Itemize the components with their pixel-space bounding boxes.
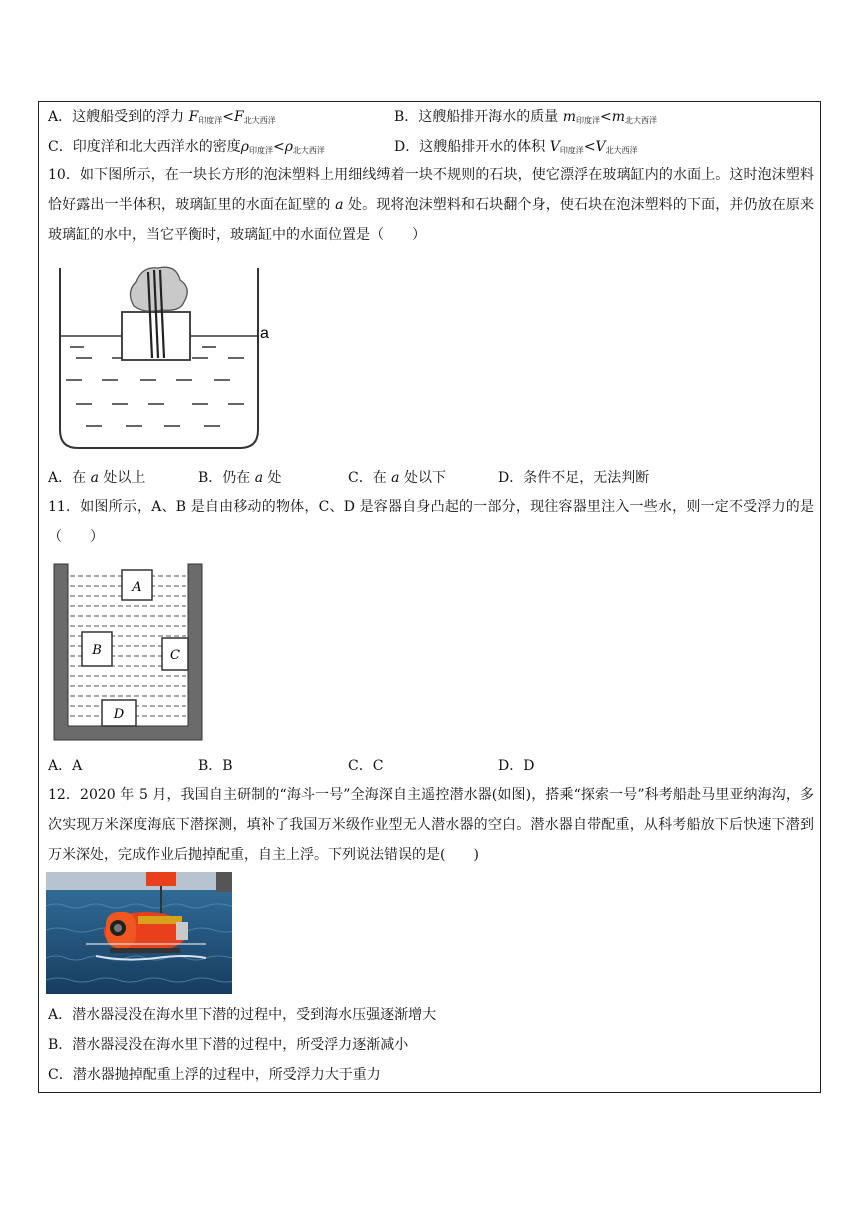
subscript: 北大西洋 — [243, 116, 276, 125]
q10-figure-tank — [52, 262, 282, 458]
less-than: < — [600, 109, 612, 125]
q9-option-d-text: D．这艘船排开水的体积 — [394, 139, 550, 155]
q11-option-d[interactable]: D．D — [498, 758, 535, 774]
var: m — [562, 109, 577, 125]
q10-stem-part2: 处。现将泡沫塑料和石块翻个身，使石块在泡沫塑料的下面，并仍放在原来玻璃缸的水中，当它平衡时，玻璃缸中的水面位置是（ ） — [48, 197, 815, 243]
q10-option-a-post: 处以上 — [98, 470, 146, 486]
var: ρ — [240, 139, 249, 155]
q11-option-a[interactable]: A．A — [48, 758, 83, 774]
var: a — [254, 470, 264, 486]
q9-option-a[interactable] — [48, 107, 276, 131]
subscript: 印度洋 — [248, 146, 273, 155]
var: V — [549, 139, 560, 155]
q12-option-a[interactable]: A．潜水器浸没在海水里下潜的过程中，受到海水压强逐渐增大 — [48, 1007, 437, 1023]
q11-option-b[interactable]: B．B — [198, 758, 233, 774]
q12-submersible-photo — [46, 872, 232, 994]
q10-stem-part1: 10．如下图所示，在一块长方形的泡沫塑料上用细线缚着一块不规则的石块，使它漂浮在玻璃缸内的水面上。这时泡沫塑料恰好露出一半体积，玻璃缸里的水面在缸壁的 — [48, 167, 814, 213]
var: F — [188, 109, 199, 125]
var: V — [595, 139, 606, 155]
q12-option-b[interactable]: B．潜水器浸没在海水里下潜的过程中，所受浮力逐渐减小 — [48, 1037, 409, 1053]
q10-stem — [48, 160, 814, 250]
subscript: 北大西洋 — [292, 146, 325, 155]
q10-option-c-post: 处以下 — [399, 470, 446, 486]
q11-figure-container — [50, 560, 206, 744]
q10-option-a[interactable] — [48, 468, 145, 488]
q10-option-c-pre: C．在 — [348, 470, 392, 486]
subscript: 印度洋 — [576, 116, 601, 125]
less-than: < — [222, 109, 235, 125]
q12-stem: 12．2020 年 5 月，我国自主研制的“海斗一号”全海深自主遥控潜水器(如图)，搭乘“探索一号”科考船赴马里亚纳海沟，多次实现万米深度海底下潜探测，填补了我国万米级作业型无人潜水器的空白。潜水器自带配重，从科考船放下后快速下潜到万米深处，完成作业后抛掉配重，自主上浮。下列说法错误的是( ) — [48, 787, 814, 863]
q10-option-b-post: 处 — [263, 470, 282, 486]
q11-figure-label-d: D — [113, 707, 125, 722]
var: F — [234, 109, 244, 125]
less-than: < — [583, 139, 596, 155]
q9-option-b-text: B．这艘船排开海水的质量 — [394, 109, 563, 125]
subscript: 印度洋 — [559, 146, 584, 155]
q10-option-a-pre: A．在 — [48, 470, 91, 486]
var: m — [611, 109, 626, 125]
q9-option-a-text: A．这艘船受到的浮力 — [48, 109, 189, 125]
var: a — [90, 470, 99, 486]
var: ρ — [284, 139, 293, 155]
q9-option-d[interactable] — [394, 137, 638, 161]
q10-option-c[interactable] — [348, 468, 446, 488]
q12-option-c[interactable]: C．潜水器抛掉配重上浮的过程中，所受浮力大于重力 — [48, 1067, 381, 1083]
q10-stem-var: a — [335, 197, 344, 213]
q10-option-d[interactable]: D．条件不足，无法判断 — [498, 470, 650, 486]
less-than: < — [272, 139, 285, 155]
q9-option-c[interactable] — [48, 137, 325, 161]
subscript: 印度洋 — [198, 116, 223, 125]
q10-option-b[interactable] — [198, 468, 282, 488]
q9-option-c-text: C．印度洋和北大西洋水的密度 — [48, 139, 241, 155]
q11-figure-label-b: B — [92, 643, 102, 658]
q11-stem: 11．如图所示，A、B 是自由移动的物体，C、D 是容器自身凸起的一部分，现往容器里注入一些水，则一定不受浮力的是（ ） — [48, 499, 814, 545]
q11-option-c[interactable]: C．C — [348, 758, 384, 774]
subscript: 北大西洋 — [605, 146, 638, 155]
q11-figure-label-c: C — [170, 648, 180, 663]
q11-figure-label-a: A — [132, 580, 142, 595]
q9-option-b[interactable] — [394, 107, 657, 131]
subscript: 北大西洋 — [625, 116, 658, 125]
q10-option-b-pre: B．仍在 — [198, 470, 255, 486]
var: a — [391, 470, 400, 486]
q10-figure-label-a: a — [260, 325, 269, 342]
